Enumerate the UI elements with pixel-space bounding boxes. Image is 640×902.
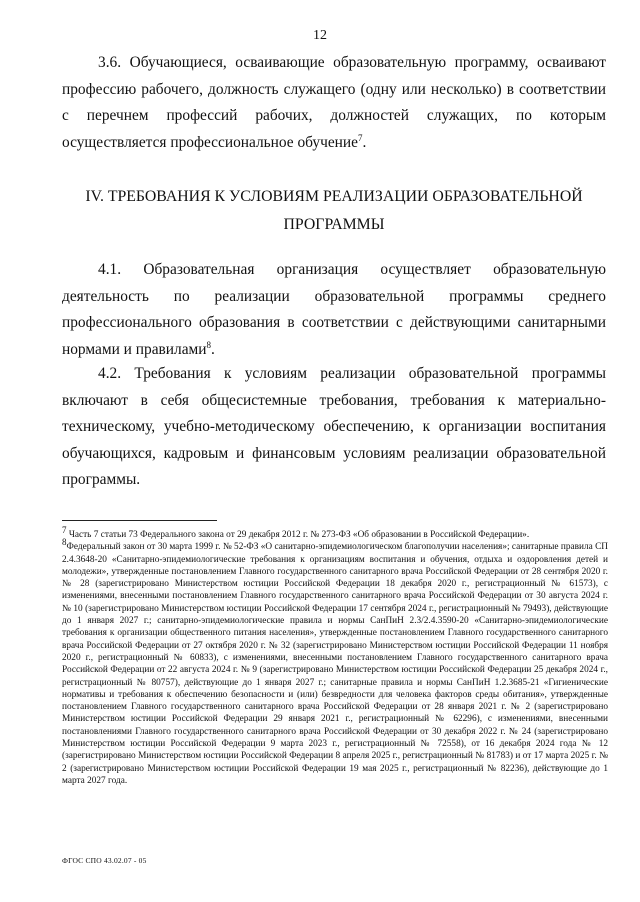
paragraph-3-6-text: 3.6. Обучающиеся, осваивающие образовательную программу, осваивают профессию рабочего, должность служащего (одну или несколько) в соответствии с перечнем профессий рабочих, должностей служащих, по которым осуществляется профессиональное обучение bbox=[62, 54, 606, 151]
footnote-7-number: 7 bbox=[62, 524, 67, 535]
paragraph-4-1-text: 4.1. Образовательная организация осуществляет образовательную деятельность по реализации образовательной программы среднего профессионального образования в соответствии с действующими санитарными нормами и правилами bbox=[62, 261, 606, 358]
footnote-ref-8: 8 bbox=[206, 339, 212, 350]
footnote-7-text: Часть 7 статьи 73 Федерального закона от 29 декабря 2012 г. № 273-ФЗ «Об образовании в Российской Федерации». bbox=[66, 530, 530, 540]
footnotes bbox=[62, 524, 608, 787]
footnote-8-text: Федеральный закон от 30 марта 1999 г. № 52-ФЗ «О санитарно-эпидемиологическом благополучии населения»; санитарные правила СП 2.4.3648-20 «Санитарно-эпидемиологические требования к организациям воспитания и обучения, отдыха и оздоровления детей и молодежи», утвержденные постановлением Главного государственного санитарного врача Российской Федерации от 28 сентября 2020 г. № 28 (зарегистрировано Министерством юстиции Российской Федерации 18 декабря 2020 г., регистрационный № 61573), с изменениями, внесенными постановлением Главного государственного санитарного врача Российской Федерации от 30 августа 2024 г. № 10 (зарегистрировано Министерством юстиции Российской Федерации 17 сентября 2024 г., регистрационный № 79493), действующие до 1 января 2027 г.; санитарно-эпидемиологические правила и нормы СанПиН 2.3/2.4.3590-20 «Санитарно-эпидемиологические требования к организации общественного питания населения», утвержденные постановлением Главного государственного санитарного врача Российской Федерации от 27 октября 2020 г. № 32 (зарегистрировано Министерством юстиции Российской Федерации 11 ноября 2020 г., регистрационный № 60833), с изменениями, внесенными постановлением Главного государственного санитарного врача Российской Федерации от 22 августа 2024 г. № 9 (зарегистрировано Министерством юстиции Российской Федерации 25 декабря 2024 г., регистрационный № 80757), действующие до 1 января 2027 г.; санитарные правила и нормы СанПиН 1.2.3685-21 «Гигиенические нормативы и требования к обеспечению безопасности и (или) безвредности для человека факторов среды обитания», утвержденные постановлением Главного государственного санитарного врача Российской Федерации от 28 января 2021 г. № 2 (зарегистрировано Министерством юстиции Российской Федерации 29 января 2021 г., регистрационный № 62296), с изменениями, внесенными постановлениями Главного государственного санитарного врача Российской Федерации от 30 декабря 2022 г. № 24 (зарегистрировано Министерством юстиции Российской Федерации 9 марта 2023 г., регистрационный № 72558), от 16 декабря 2024 года № 12 (зарегистрировано Министерством юстиции Российской Федерации 8 апреля 2025 г., регистрационный № 81783) и от 17 марта 2025 г. № 2 (зарегистрировано Министерством юстиции Российской Федерации 19 мая 2025 г., регистрационный № 82236), действующие до 1 марта 2027 года. bbox=[62, 542, 608, 786]
footnote-ref-7: 7 bbox=[357, 132, 363, 143]
footnote-8 bbox=[62, 537, 608, 787]
paragraph-4-1 bbox=[62, 257, 606, 363]
section-heading-line1: IV. ТРЕБОВАНИЯ К УСЛОВИЯМ РЕАЛИЗАЦИИ ОБРАЗОВАТЕЛЬНОЙ bbox=[85, 188, 583, 205]
footnote-7 bbox=[62, 524, 608, 541]
page-number: 12 bbox=[313, 28, 327, 43]
paragraph-4-2: 4.2. Требования к условиям реализации образовательной программы включают в себя общесистемные требования, требования к материально-техническому, учебно-методическому обеспечению, к организации воспитания обучающихся, кадровым и финансовым условиям реализации образовательной программы. bbox=[62, 365, 606, 488]
footnote-8-number: 8 bbox=[62, 537, 67, 548]
section-heading-line2: ПРОГРАММЫ bbox=[283, 216, 385, 233]
paragraph-3-6: 3.6. Обучающиеся, осваивающие образовательную программу, осваивают профессию рабочего, должность служащего (одну или несколько) в соответствии с перечнем профессий рабочих, должностей служащих, по которым осуществляется профессиональное обучение$^7$. bbox=[62, 54, 606, 151]
paragraph-4-1-end: . bbox=[211, 340, 215, 358]
footer-code: ФГОС СПО 43.02.07 - 05 bbox=[62, 856, 147, 865]
footnote-separator bbox=[62, 520, 217, 521]
section-heading bbox=[62, 183, 606, 239]
